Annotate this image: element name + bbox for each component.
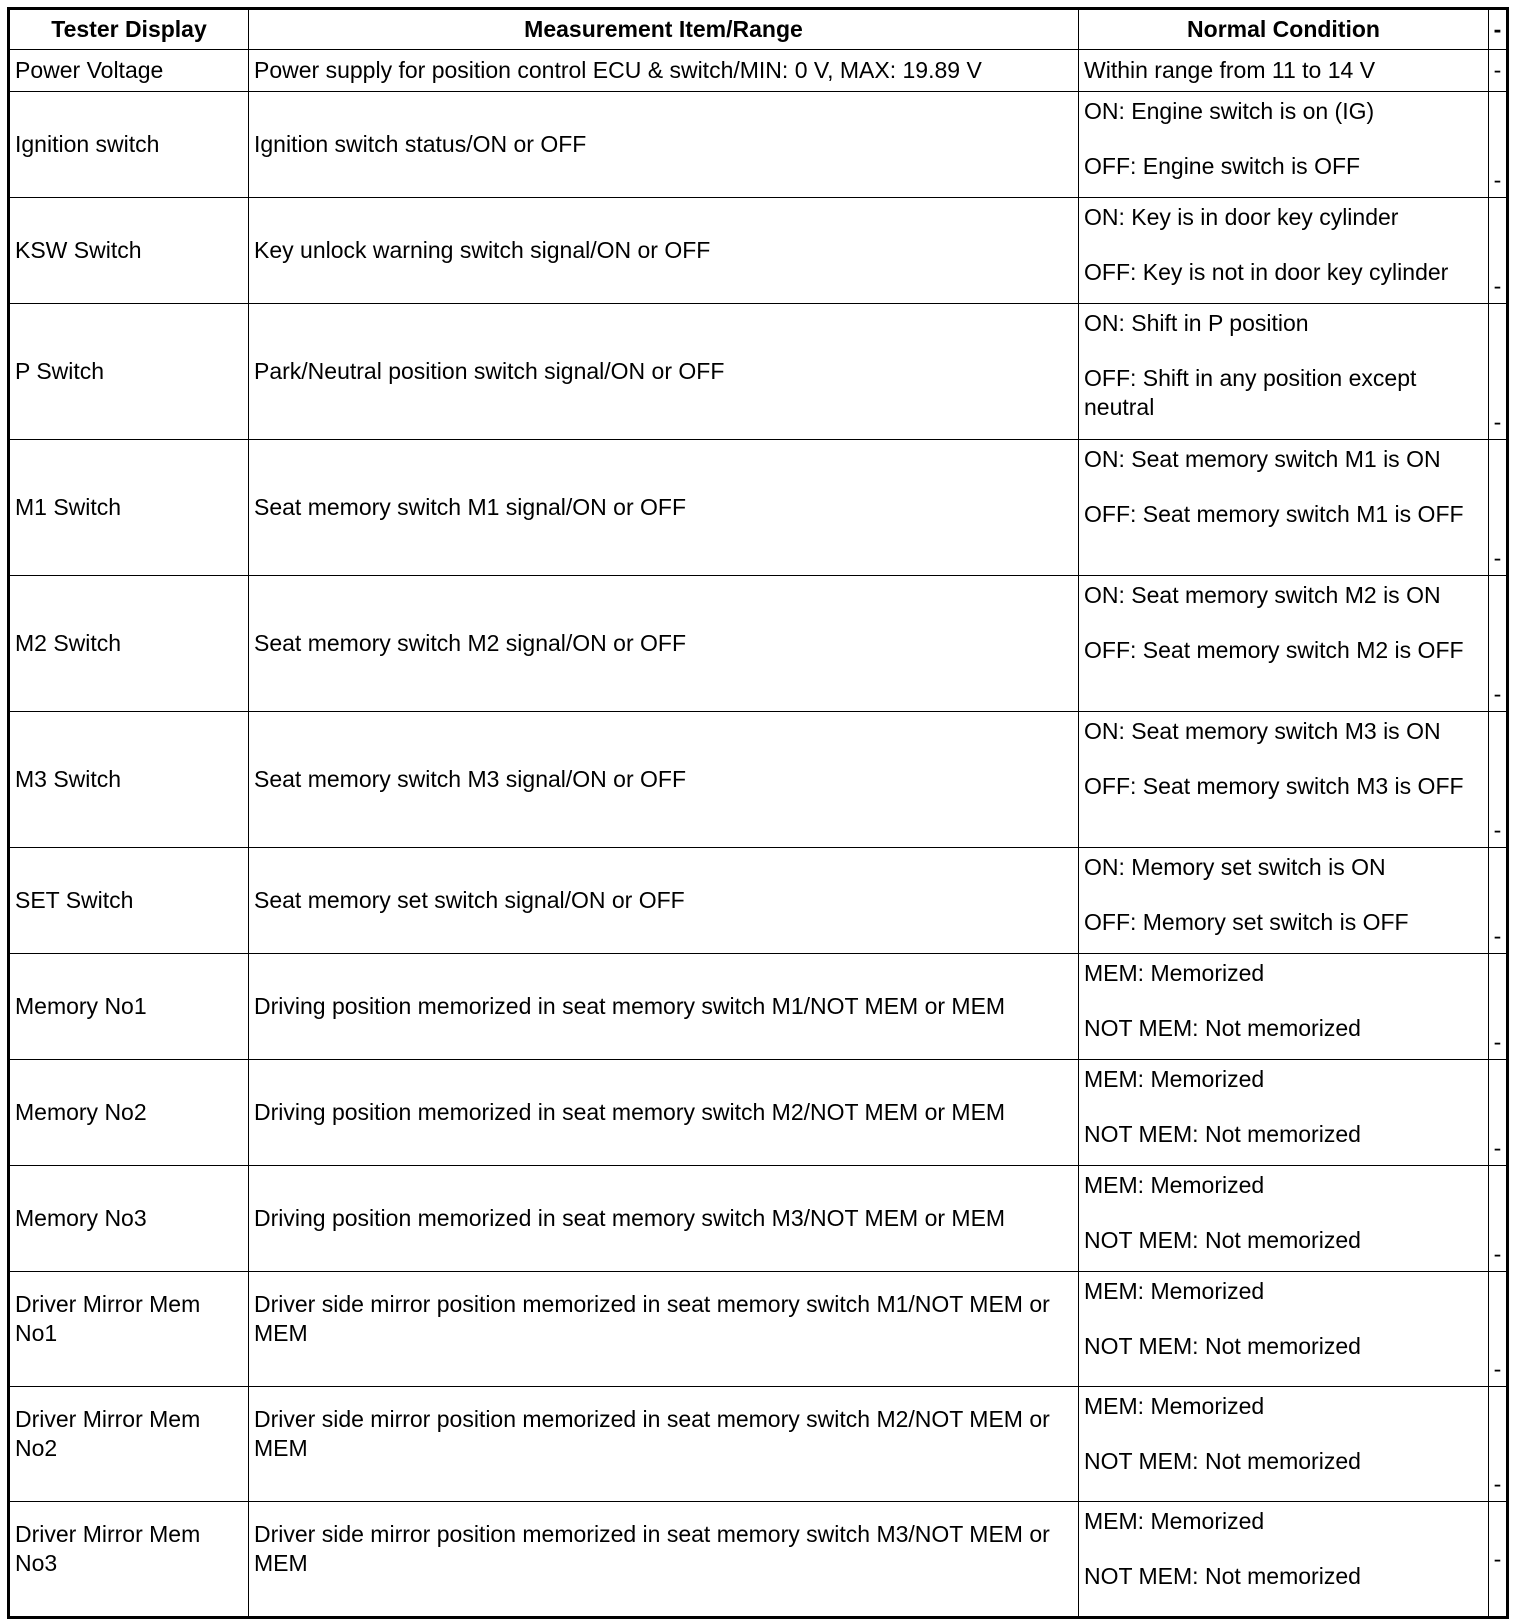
normal-condition-cell [1079,576,1489,712]
condition-line-on: ON: Engine switch is on (IG) [1084,98,1375,124]
table-row [9,50,1508,92]
data-list-document [7,7,1509,1619]
extra-cell: - [1489,1166,1508,1272]
table-row [9,954,1508,1060]
normal-condition-cell [1079,198,1489,304]
table-row [9,576,1508,712]
table-row [9,440,1508,576]
condition-line-not-mem: NOT MEM: Not memorized [1084,1448,1361,1474]
table-row [9,92,1508,198]
table-row [9,1272,1508,1387]
extra-cell: - [1489,440,1508,576]
condition-line-not-mem: NOT MEM: Not memorized [1084,1563,1361,1589]
measurement-cell: Driver side mirror position memorized in seat memory switch M1/NOT MEM or MEM [249,1272,1079,1387]
normal-condition-cell [1079,1387,1489,1502]
condition-line-mem: MEM: Memorized [1084,1066,1265,1092]
extra-cell: - [1489,1387,1508,1502]
condition-line-not-mem: NOT MEM: Not memorized [1084,1227,1361,1253]
measurement-cell: Seat memory switch M1 signal/ON or OFF [249,440,1079,576]
extra-cell: - [1489,1272,1508,1387]
normal-condition-cell [1079,1272,1489,1387]
normal-condition-cell [1079,954,1489,1060]
table-header-row [9,9,1508,50]
tester-display-cell: M3 Switch [9,712,249,848]
measurement-cell: Seat memory set switch signal/ON or OFF [249,848,1079,954]
measurement-cell: Driver side mirror position memorized in seat memory switch M3/NOT MEM or MEM [249,1502,1079,1618]
tester-display-cell: M2 Switch [9,576,249,712]
condition-line-not-mem: NOT MEM: Not memorized [1084,1121,1361,1147]
condition-line-off: OFF: Engine switch is OFF [1084,153,1361,179]
tester-display-cell: Power Voltage [9,50,249,92]
condition-line-mem: MEM: Memorized [1084,1278,1265,1304]
measurement-cell: Seat memory switch M3 signal/ON or OFF [249,712,1079,848]
extra-cell: - [1489,954,1508,1060]
table-row [9,848,1508,954]
tester-display-cell: SET Switch [9,848,249,954]
condition-line-off: OFF: Shift in any position except neutral [1084,365,1417,420]
extra-cell: - [1489,92,1508,198]
condition-line-on: ON: Key is in door key cylinder [1084,204,1399,230]
normal-condition-cell [1079,1166,1489,1272]
condition-line-mem: MEM: Memorized [1084,960,1265,986]
condition-line-on: ON: Memory set switch is ON [1084,854,1386,880]
measurement-cell: Park/Neutral position switch signal/ON or OFF [249,304,1079,440]
normal-condition-cell [1079,1502,1489,1618]
condition-line-off: OFF: Seat memory switch M3 is OFF [1084,773,1464,799]
normal-condition-cell [1079,50,1489,92]
condition-line-not-mem: NOT MEM: Not memorized [1084,1015,1361,1041]
normal-condition-cell [1079,304,1489,440]
condition-line-on: ON: Seat memory switch M3 is ON [1084,718,1441,744]
measurement-cell: Driving position memorized in seat memory switch M1/NOT MEM or MEM [249,954,1079,1060]
condition-line-on: ON: Seat memory switch M2 is ON [1084,582,1441,608]
table-row [9,1502,1508,1618]
extra-cell: - [1489,50,1508,92]
tester-display-cell: KSW Switch [9,198,249,304]
measurement-cell: Seat memory switch M2 signal/ON or OFF [249,576,1079,712]
tester-display-cell: Memory No1 [9,954,249,1060]
extra-cell: - [1489,1502,1508,1618]
measurement-cell: Key unlock warning switch signal/ON or OFF [249,198,1079,304]
condition-line-mem: MEM: Memorized [1084,1393,1265,1419]
header-tester-display: Tester Display [9,9,249,50]
tester-display-cell: Driver Mirror Mem No1 [9,1272,249,1387]
measurement-cell: Driver side mirror position memorized in seat memory switch M2/NOT MEM or MEM [249,1387,1079,1502]
table-row [9,1060,1508,1166]
extra-cell: - [1489,712,1508,848]
measurement-cell: Driving position memorized in seat memory switch M2/NOT MEM or MEM [249,1060,1079,1166]
normal-condition-cell [1079,1060,1489,1166]
tester-display-cell: Memory No2 [9,1060,249,1166]
header-measurement-item: Measurement Item/Range [249,9,1079,50]
table-row [9,304,1508,440]
table-row [9,1387,1508,1502]
condition-line-off: OFF: Key is not in door key cylinder [1084,259,1449,285]
measurement-cell: Driving position memorized in seat memory switch M3/NOT MEM or MEM [249,1166,1079,1272]
normal-condition-cell [1079,440,1489,576]
normal-condition-cell [1079,712,1489,848]
condition-line-off: OFF: Seat memory switch M2 is OFF [1084,637,1464,663]
condition-line-off: OFF: Seat memory switch M1 is OFF [1084,501,1464,527]
tester-display-cell: Driver Mirror Mem No3 [9,1502,249,1618]
condition-line-not-mem: NOT MEM: Not memorized [1084,1333,1361,1359]
data-list-table [7,7,1509,1619]
extra-cell: - [1489,848,1508,954]
condition-line-on: ON: Seat memory switch M1 is ON [1084,446,1441,472]
tester-display-cell: M1 Switch [9,440,249,576]
tester-display-cell: Memory No3 [9,1166,249,1272]
extra-cell: - [1489,1060,1508,1166]
tester-display-cell: Driver Mirror Mem No2 [9,1387,249,1502]
condition-line: Within range from 11 to 14 V [1084,57,1376,83]
tester-display-cell: Ignition switch [9,92,249,198]
extra-cell: - [1489,576,1508,712]
table-body [9,50,1508,1618]
header-normal-condition: Normal Condition [1079,9,1489,50]
table-row [9,712,1508,848]
condition-line-mem: MEM: Memorized [1084,1508,1265,1534]
condition-line-on: ON: Shift in P position [1084,310,1309,336]
header-extra: - [1489,9,1508,50]
normal-condition-cell [1079,848,1489,954]
condition-line-mem: MEM: Memorized [1084,1172,1265,1198]
condition-line-off: OFF: Memory set switch is OFF [1084,909,1409,935]
measurement-cell: Ignition switch status/ON or OFF [249,92,1079,198]
measurement-cell: Power supply for position control ECU & switch/MIN: 0 V, MAX: 19.89 V [249,50,1079,92]
table-row [9,1166,1508,1272]
normal-condition-cell [1079,92,1489,198]
extra-cell: - [1489,198,1508,304]
tester-display-cell: P Switch [9,304,249,440]
table-row [9,198,1508,304]
extra-cell: - [1489,304,1508,440]
